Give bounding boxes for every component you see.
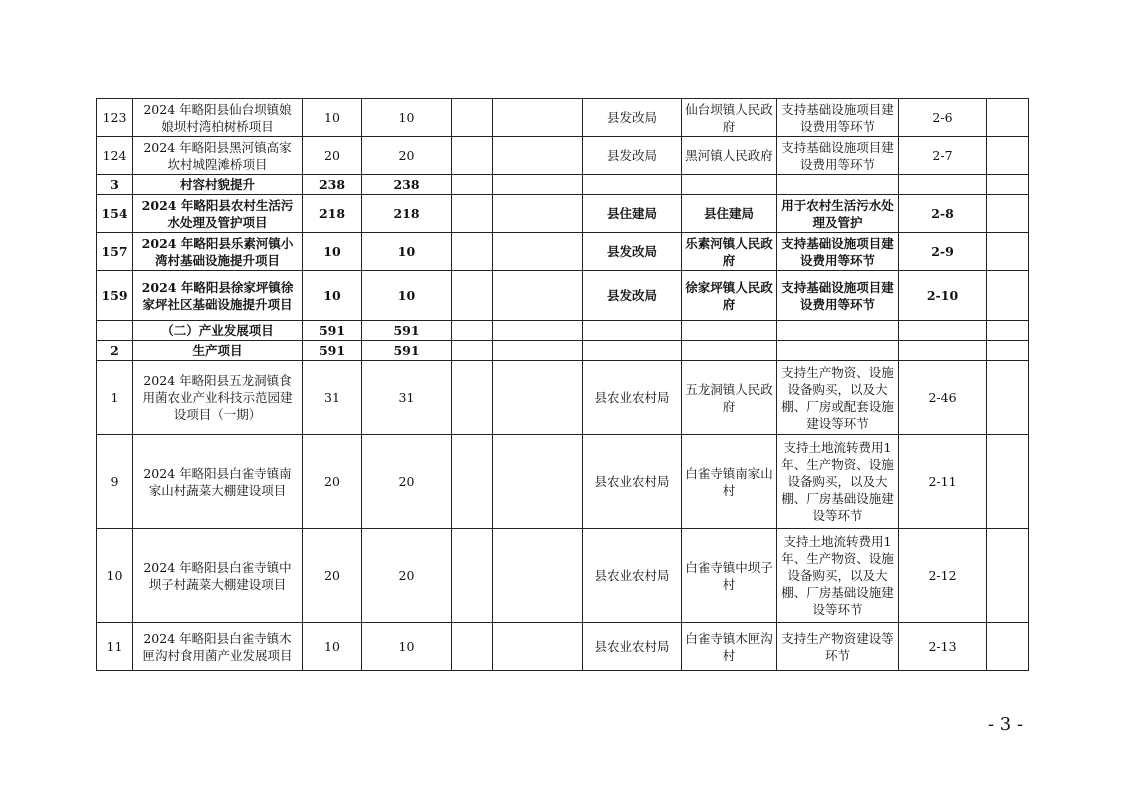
note-cell [987, 321, 1029, 341]
department-cell [583, 321, 682, 341]
blank-cell [493, 529, 583, 623]
table-row [97, 233, 1029, 271]
project-name-cell: 2024 年略阳县白雀寺镇木匣沟村食用菌产业发展项目 [133, 623, 303, 671]
description-cell: 支持土地流转费用1 年、生产物资、设施设备购买，以及大棚、厂房基础设施建设等环节 [777, 529, 899, 623]
note-cell [987, 271, 1029, 321]
amount-cell: 20 [303, 435, 362, 529]
project-name-cell: 2024 年略阳县黑河镇高家坎村城隍滩桥项目 [133, 137, 303, 175]
table-row [97, 271, 1029, 321]
amount-cell: 10 [303, 99, 362, 137]
blank-cell [452, 361, 493, 435]
department-cell: 县农业农村局 [583, 361, 682, 435]
note-cell [987, 623, 1029, 671]
reference-cell: 2-6 [899, 99, 987, 137]
row-number-cell: 157 [97, 233, 133, 271]
blank-cell [452, 341, 493, 361]
amount-cell: 20 [362, 137, 452, 175]
amount-cell: 10 [362, 99, 452, 137]
description-cell [777, 341, 899, 361]
implementing-unit-cell: 白雀寺镇南家山村 [682, 435, 777, 529]
note-cell [987, 137, 1029, 175]
implementing-unit-cell: 五龙洞镇人民政府 [682, 361, 777, 435]
row-number-cell: 123 [97, 99, 133, 137]
row-number-cell: 154 [97, 195, 133, 233]
table-row [97, 321, 1029, 341]
implementing-unit-cell: 白雀寺镇木匣沟村 [682, 623, 777, 671]
amount-cell: 10 [303, 271, 362, 321]
reference-cell: 2-7 [899, 137, 987, 175]
reference-cell: 2-8 [899, 195, 987, 233]
table-row [97, 341, 1029, 361]
blank-cell [493, 361, 583, 435]
department-cell: 县农业农村局 [583, 623, 682, 671]
amount-cell: 10 [303, 623, 362, 671]
reference-cell: 2-12 [899, 529, 987, 623]
amount-cell: 31 [303, 361, 362, 435]
department-cell: 县农业农村局 [583, 435, 682, 529]
table-row [97, 361, 1029, 435]
project-name-cell: 2024 年略阳县白雀寺镇南家山村蔬菜大棚建设项目 [133, 435, 303, 529]
implementing-unit-cell: 黑河镇人民政府 [682, 137, 777, 175]
row-number-cell: 3 [97, 175, 133, 195]
amount-cell: 20 [362, 529, 452, 623]
project-name-cell: 村容村貌提升 [133, 175, 303, 195]
table-row [97, 137, 1029, 175]
description-cell: 支持土地流转费用1 年、生产物资、设施设备购买，以及大棚、厂房基础设施建设等环节 [777, 435, 899, 529]
implementing-unit-cell: 白雀寺镇中坝子村 [682, 529, 777, 623]
row-number-cell [97, 321, 133, 341]
blank-cell [493, 99, 583, 137]
row-number-cell: 11 [97, 623, 133, 671]
description-cell: 支持基础设施项目建设费用等环节 [777, 137, 899, 175]
blank-cell [493, 623, 583, 671]
blank-cell [493, 233, 583, 271]
row-number-cell: 159 [97, 271, 133, 321]
blank-cell [493, 195, 583, 233]
reference-cell: 2-9 [899, 233, 987, 271]
blank-cell [493, 435, 583, 529]
blank-cell [452, 137, 493, 175]
amount-cell: 238 [362, 175, 452, 195]
row-number-cell: 9 [97, 435, 133, 529]
blank-cell [452, 435, 493, 529]
project-name-cell: 2024 年略阳县农村生活污水处理及管护项目 [133, 195, 303, 233]
implementing-unit-cell: 县住建局 [682, 195, 777, 233]
row-number-cell: 10 [97, 529, 133, 623]
amount-cell: 20 [303, 137, 362, 175]
blank-cell [493, 271, 583, 321]
department-cell [583, 341, 682, 361]
table-row [97, 195, 1029, 233]
reference-cell [899, 175, 987, 195]
blank-cell [452, 321, 493, 341]
note-cell [987, 175, 1029, 195]
implementing-unit-cell [682, 341, 777, 361]
blank-cell [452, 99, 493, 137]
note-cell [987, 195, 1029, 233]
amount-cell: 20 [362, 435, 452, 529]
department-cell: 县发改局 [583, 99, 682, 137]
amount-cell: 10 [362, 271, 452, 321]
table-row [97, 99, 1029, 137]
row-number-cell: 124 [97, 137, 133, 175]
note-cell [987, 233, 1029, 271]
amount-cell: 218 [303, 195, 362, 233]
implementing-unit-cell: 乐素河镇人民政府 [682, 233, 777, 271]
reference-cell: 2-10 [899, 271, 987, 321]
note-cell [987, 361, 1029, 435]
amount-cell: 10 [362, 623, 452, 671]
blank-cell [452, 271, 493, 321]
blank-cell [452, 195, 493, 233]
department-cell: 县发改局 [583, 137, 682, 175]
page-number: - 3 - [988, 714, 1024, 735]
reference-cell [899, 341, 987, 361]
implementing-unit-cell: 徐家坪镇人民政府 [682, 271, 777, 321]
table-row [97, 623, 1029, 671]
table-row [97, 529, 1029, 623]
project-name-cell: 2024 年略阳县徐家坪镇徐家坪社区基础设施提升项目 [133, 271, 303, 321]
description-cell: 支持生产物资建设等环节 [777, 623, 899, 671]
department-cell: 县发改局 [583, 233, 682, 271]
implementing-unit-cell [682, 175, 777, 195]
department-cell: 县农业农村局 [583, 529, 682, 623]
blank-cell [452, 233, 493, 271]
description-cell: 支持生产物资、设施设备购买，以及大棚、厂房或配套设施建设等环节 [777, 361, 899, 435]
department-cell: 县发改局 [583, 271, 682, 321]
reference-cell: 2-13 [899, 623, 987, 671]
blank-cell [493, 341, 583, 361]
description-cell: 支持基础设施项目建设费用等环节 [777, 99, 899, 137]
table-row [97, 175, 1029, 195]
row-number-cell: 2 [97, 341, 133, 361]
description-cell: 支持基础设施项目建设费用等环节 [777, 271, 899, 321]
description-cell: 用于农村生活污水处理及管护 [777, 195, 899, 233]
blank-cell [493, 321, 583, 341]
description-cell [777, 175, 899, 195]
department-cell [583, 175, 682, 195]
description-cell [777, 321, 899, 341]
reference-cell: 2-11 [899, 435, 987, 529]
blank-cell [452, 175, 493, 195]
note-cell [987, 529, 1029, 623]
amount-cell: 31 [362, 361, 452, 435]
reference-cell: 2-46 [899, 361, 987, 435]
amount-cell: 218 [362, 195, 452, 233]
project-name-cell: 2024 年略阳县仙台坝镇娘娘坝村湾柏树桥项目 [133, 99, 303, 137]
amount-cell: 238 [303, 175, 362, 195]
project-table [96, 98, 1029, 671]
project-name-cell: 2024 年略阳县乐素河镇小湾村基础设施提升项目 [133, 233, 303, 271]
project-name-cell: 2024 年略阳县白雀寺镇中坝子村蔬菜大棚建设项目 [133, 529, 303, 623]
note-cell [987, 341, 1029, 361]
project-name-cell: （二）产业发展项目 [133, 321, 303, 341]
note-cell [987, 435, 1029, 529]
row-number-cell: 1 [97, 361, 133, 435]
description-cell: 支持基础设施项目建设费用等环节 [777, 233, 899, 271]
project-name-cell: 生产项目 [133, 341, 303, 361]
note-cell [987, 99, 1029, 137]
blank-cell [452, 529, 493, 623]
amount-cell: 591 [362, 341, 452, 361]
reference-cell [899, 321, 987, 341]
amount-cell: 10 [362, 233, 452, 271]
blank-cell [452, 623, 493, 671]
blank-cell [493, 137, 583, 175]
blank-cell [493, 175, 583, 195]
implementing-unit-cell: 仙台坝镇人民政府 [682, 99, 777, 137]
department-cell: 县住建局 [583, 195, 682, 233]
implementing-unit-cell [682, 321, 777, 341]
amount-cell: 591 [303, 321, 362, 341]
project-name-cell: 2024 年略阳县五龙洞镇食用菌农业产业科技示范园建设项目（一期） [133, 361, 303, 435]
amount-cell: 591 [303, 341, 362, 361]
amount-cell: 10 [303, 233, 362, 271]
amount-cell: 591 [362, 321, 452, 341]
table-row [97, 435, 1029, 529]
amount-cell: 20 [303, 529, 362, 623]
